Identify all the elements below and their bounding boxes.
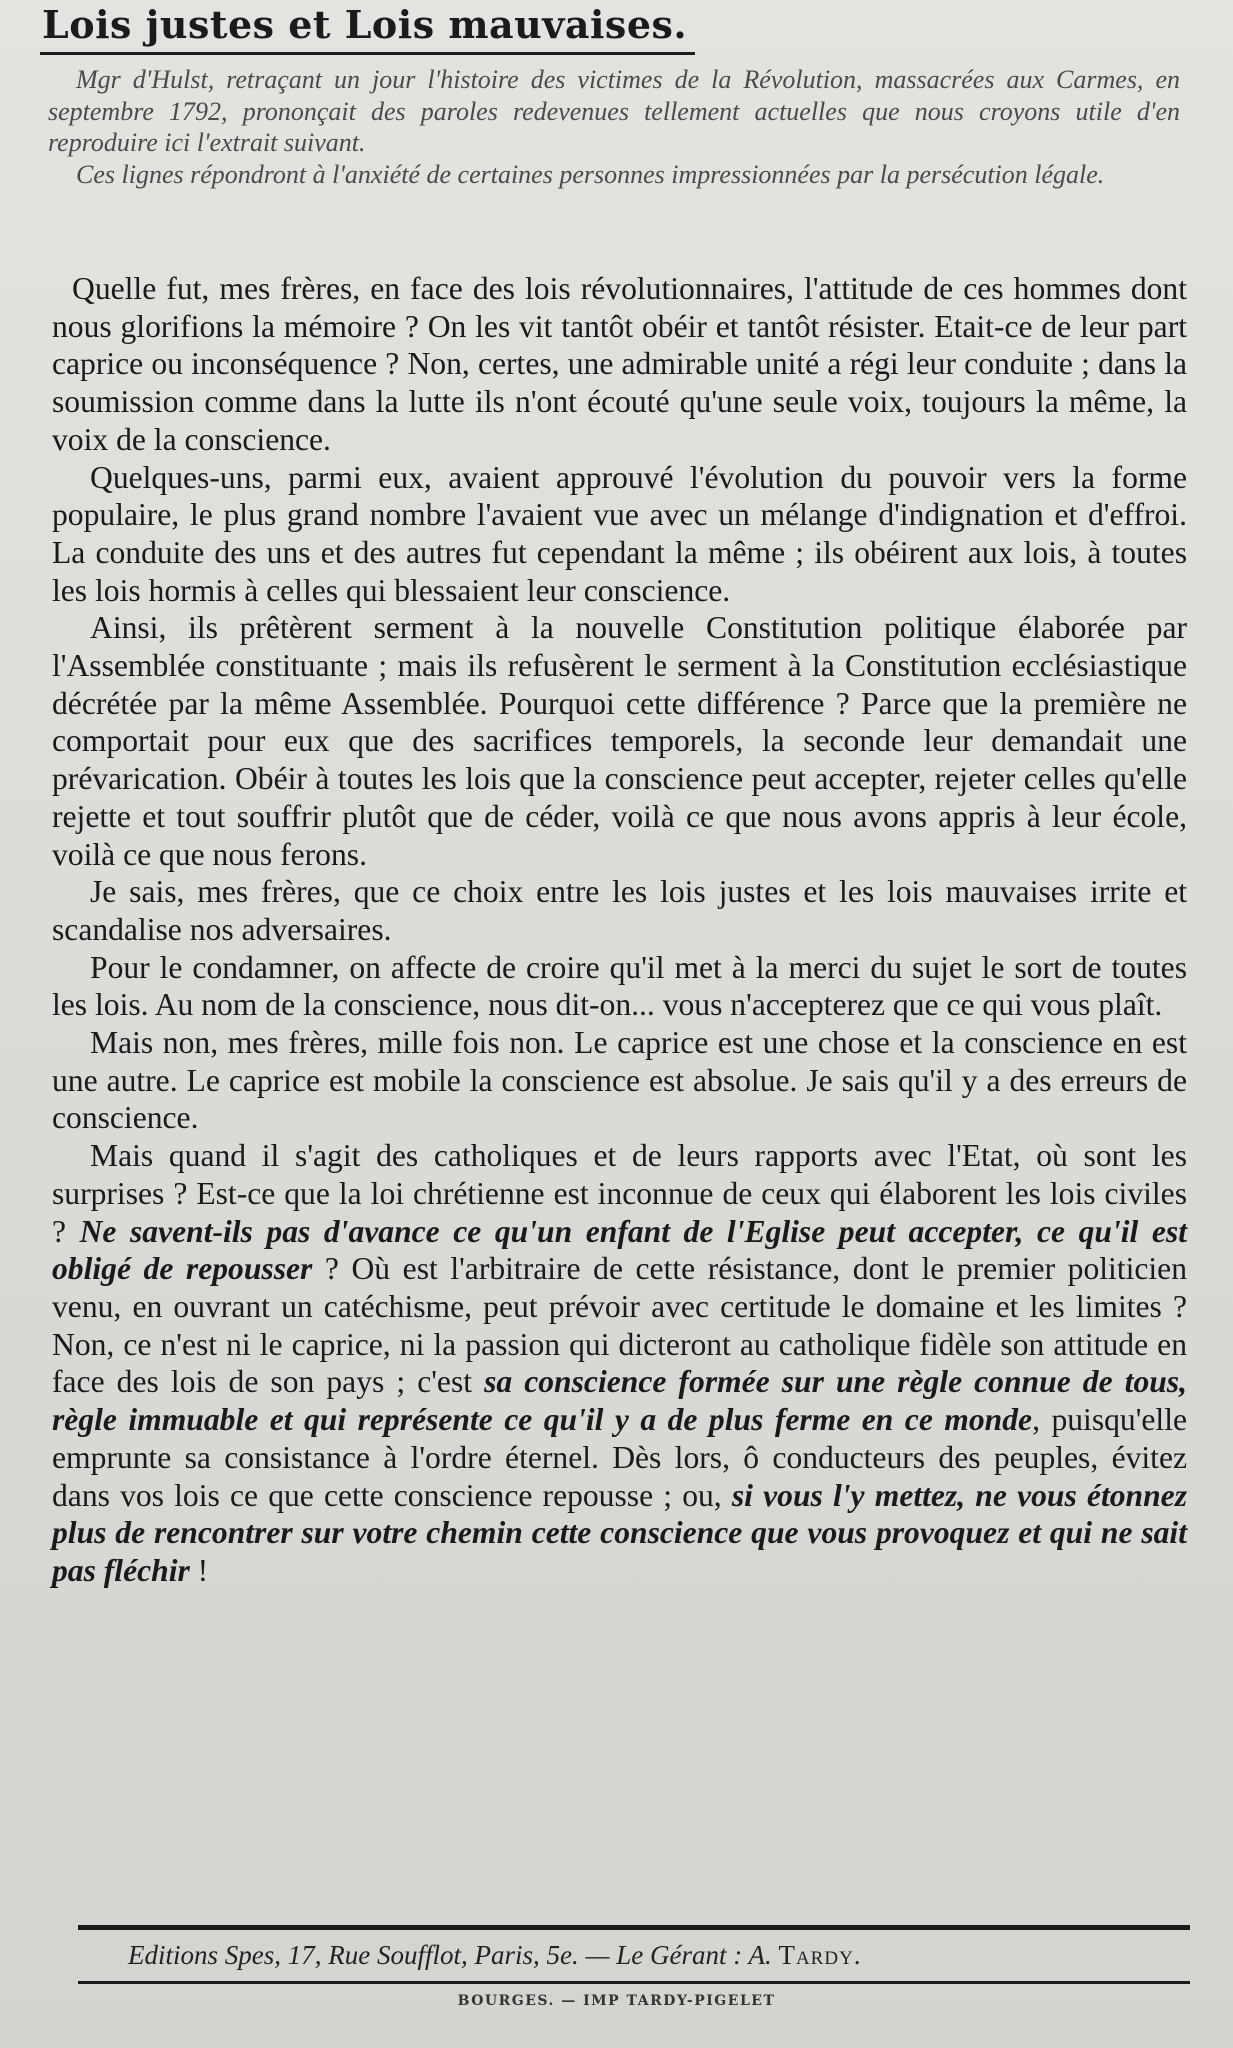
article-intro	[48, 64, 1180, 190]
publisher-text: Editions Spes, 17, Rue Soufflot, Paris, 5e. — Le Gérant : A.	[128, 1940, 779, 1970]
italic-run: sa conscience formée sur une règle connue de tous, règle immuable et qui représente ce qu'il y a de plus ferme en ce monde	[52, 1364, 1187, 1438]
body-paragraph-final	[52, 1137, 1187, 1589]
footer-rule-bottom	[78, 1981, 1190, 1984]
body-paragraph: Quelques-uns, parmi eux, avaient approuvé l'évolution du pouvoir vers la forme populaire, le plus grand nombre l'avaient vue avec un mélange d'indignation et d'effroi. La conduite des uns et des autres fut cependant la même ; ils obéirent aux lois, à toutes les lois hormis à celles qui blessaient leur conscience.	[52, 459, 1187, 608]
italic-run: Ne savent-ils pas d'avance ce qu'un enfant de l'Eglise peut accepter, ce qu'il est obligé de repousser	[52, 1213, 1187, 1287]
body-paragraph: Quelle fut, mes frères, en face des lois révolutionnaires, l'attitude de ces hommes dont nous glorifions la mémoire ? On les vit tantôt obéir et tantôt résister. Etait-ce de leur part caprice ou inconséquence ? Non, certes, une admirable unité a régi leur conduite ; dans la soumission comme dans la lutte ils n'ont écouté qu'une seule voix, toujours la même, la voix de la conscience.	[52, 271, 1187, 457]
text-run: !	[189, 1552, 209, 1588]
intro-paragraph: Ces lignes répondront à l'anxiété de certaines personnes impressionnées par la persécution légale.	[76, 159, 1105, 189]
printer-imprint: BOURGES. — IMP TARDY-PIGELET	[457, 1993, 776, 2009]
text-run: ? Où est l'arbitraire de cette résistance, dont le premier politicien venu, en ouvrant un catéchisme, peut prévoir avec certitude le domaine et les limites ? Non, ce n'est ni le caprice, ni la passion qui dicteront au catholique fidèle son attitude en face des lois de son pays ; c'est	[52, 1251, 1187, 1400]
body-paragraph: Ainsi, ils prêtèrent serment à la nouvelle Constitution politique élaborée par l'Assemblée constituante ; mais ils refusèrent le serment à la Constitution ecclésiastique décrétée par la même Assemblée. Pourquoi cette différence ? Parce que la première ne comportait pour eux que des sacrifices temporels, la seconde leur demandait une prévarication. Obéir à toutes les lois que la conscience peut accepter, rejeter celles qu'elle rejette et tout souffrir plutôt que de céder, voilà ce que nous avons appris à leur école, voilà ce que nous ferons.	[52, 610, 1187, 872]
text-run: , puisqu'elle emprunte sa consistance à l'ordre éternel. Dès lors, ô conducteurs des peuples, évitez dans vos lois ce que cette conscience repousse ; ou,	[52, 1402, 1187, 1513]
article-body	[52, 270, 1187, 1590]
body-paragraph: Je sais, mes frères, que ce choix entre les lois justes et les lois mauvaises irrite et scandalise nos adversaires.	[52, 874, 1187, 947]
text-run: Mais quand il s'agit des catholiques et de leurs rapports avec l'Etat, où sont les surprises ? Est-ce que la loi chrétienne est inconnue de ceux qui élaborent les lois civiles ?	[52, 1138, 1187, 1249]
italic-run: si vous l'y mettez, ne vous étonnez plus de rencontrer sur votre chemin cette conscience que vous provoquez et qui ne sait pas fléchir	[52, 1477, 1187, 1588]
footer-rule-top	[78, 1925, 1190, 1930]
body-paragraph: Pour le condamner, on affecte de croire qu'il met à la merci du sujet le sort de toutes les lois. Au nom de la conscience, nous dit-on... vous n'accepterez que ce qui vous plaît.	[52, 949, 1187, 1023]
article-title: Lois justes et Lois mauvaises.	[42, 2, 688, 47]
body-paragraph: Mais non, mes frères, mille fois non. Le caprice est une chose et la conscience en est une autre. Le caprice est mobile la conscience est absolue. Je sais qu'il y a des erreurs de conscience.	[52, 1025, 1187, 1136]
intro-paragraph: Mgr d'Hulst, retraçant un jour l'histoire des victimes de la Révolution, massacrées aux Carmes, en septembre 1792, prononçait des paroles redevenues tellement actuelles que nous croyons utile d'en reproduire ici l'extrait suivant.	[48, 65, 1180, 157]
manager-name: Tardy.	[778, 1940, 862, 1970]
footer-publisher-line	[128, 1940, 1168, 1971]
title-underline	[40, 52, 695, 55]
